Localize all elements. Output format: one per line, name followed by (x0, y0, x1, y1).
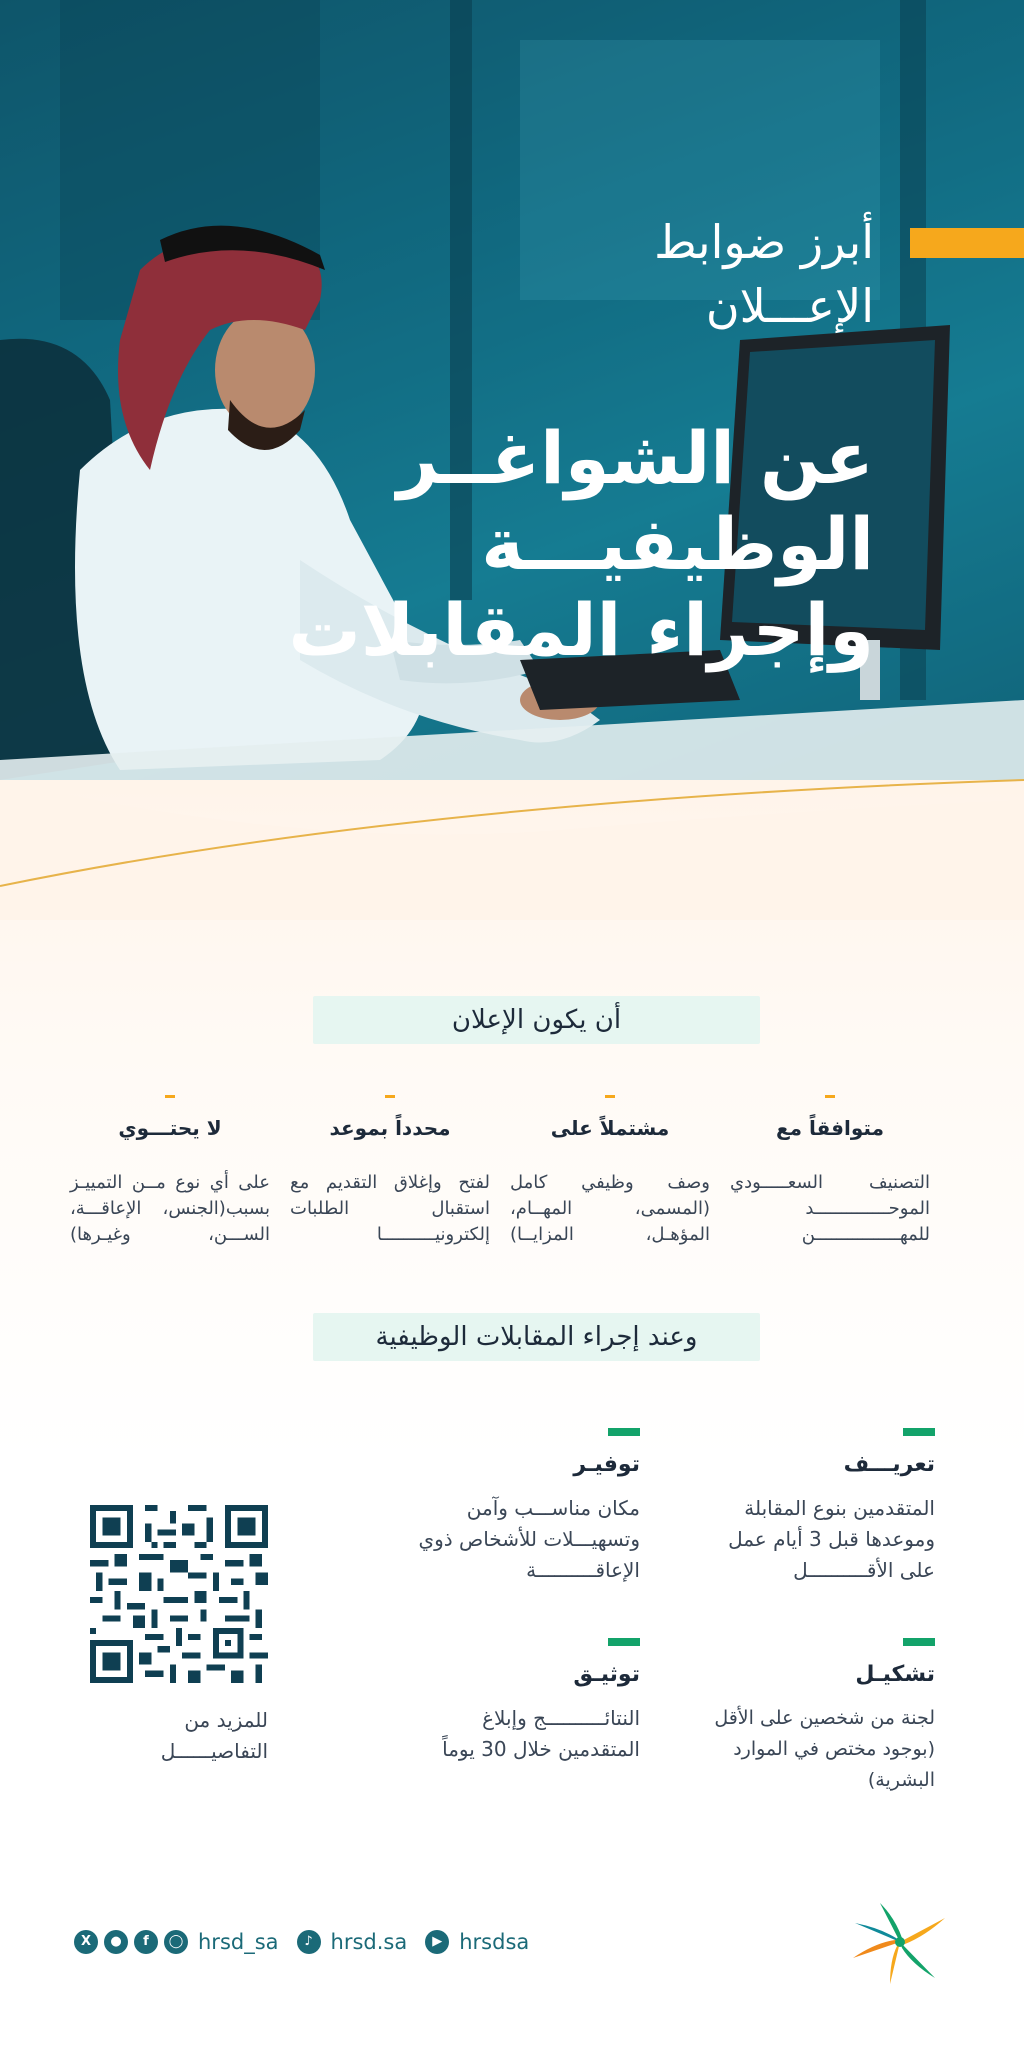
green-accent-bar (903, 1638, 935, 1646)
column-title: مشتملاً على (550, 1116, 670, 1140)
hero-subtitle-line: أبرز ضوابط (654, 215, 874, 269)
item-description: لجنة من شخصين على الأقل (بوجود مختص في الموارد البشرية) (714, 1707, 935, 1791)
hero-subtitle (654, 210, 874, 338)
social-handle[interactable]: hrsdsa (459, 1930, 530, 1954)
hero-subtitle-line: الإعـــلان (705, 279, 874, 333)
item-title: توثيـق (573, 1662, 640, 1687)
social-links (74, 1926, 547, 1958)
hero-title-line: وإجراء المقابلات (288, 588, 874, 672)
column-description: على أي نوع مــن التمييـز بسبب(الجنس، الإعاقـــة، الســـن، وغيـرها) (70, 1172, 270, 1245)
announcement-column (70, 1095, 270, 1248)
announcement-column (510, 1095, 710, 1248)
green-accent-bar (608, 1428, 640, 1436)
column-title: محدداً بموعد (329, 1116, 451, 1140)
snapchat-icon[interactable]: ● (104, 1930, 128, 1954)
item-title: توفيـر (573, 1452, 640, 1477)
youtube-icon[interactable]: ▶ (425, 1930, 449, 1954)
wave-divider (0, 740, 1024, 920)
qr-caption: للمزيد من التفاصيــــــل (160, 1708, 268, 1763)
orange-accent-bar (910, 228, 1024, 258)
ministry-logo (850, 1898, 950, 1986)
interview-item (675, 1638, 935, 1796)
column-description: وصف وظيفي كامل (المسمى، المهــام، المؤهـل، المزايــا) (510, 1172, 710, 1245)
item-description: مكان مناســـب وآمن وتسهيـــلات للأشخاص ذوي الإعاقــــــــــة (418, 1496, 640, 1582)
facebook-icon[interactable]: f (134, 1930, 158, 1954)
tiktok-icon[interactable]: ♪ (297, 1930, 321, 1954)
interview-item (410, 1428, 640, 1586)
green-accent-bar (903, 1428, 935, 1436)
column-description: لفتح وإغلاق التقديم مع استقبال الطلبات إلكترونيــــــــــا (290, 1172, 490, 1245)
social-handle[interactable]: hrsd_sa (198, 1930, 279, 1954)
social-handle[interactable]: hrsd.sa (330, 1930, 408, 1954)
qr-code[interactable] (90, 1505, 268, 1683)
hero-title-line: عن الشواغــر (396, 416, 874, 500)
column-title: متوافقاً مع (776, 1116, 884, 1140)
item-title: تشكيـل (855, 1662, 935, 1687)
announcement-column (290, 1095, 490, 1248)
x-icon[interactable]: X (74, 1930, 98, 1954)
interview-item (410, 1638, 640, 1765)
announcement-heading: أن يكون الإعلان (313, 996, 760, 1044)
column-description: التصنيف السعـــــودي الموحــــــــــــــد للمهــــــــــــــــن (730, 1172, 930, 1245)
interviews-heading: وعند إجراء المقابلات الوظيفية (313, 1313, 760, 1361)
instagram-icon[interactable]: ◯ (164, 1930, 188, 1954)
item-description: المتقدمين بنوع المقابلة وموعدها قبل 3 أيام عمل على الأقــــــــــل (728, 1496, 935, 1582)
item-title: تعريـــف (843, 1452, 935, 1477)
orange-dash (385, 1095, 395, 1098)
orange-dash (605, 1095, 615, 1098)
hero-title (288, 415, 874, 673)
announcement-column (730, 1095, 930, 1248)
column-title: لا يحتـــوي (118, 1116, 222, 1140)
orange-dash (825, 1095, 835, 1098)
orange-dash (165, 1095, 175, 1098)
green-accent-bar (608, 1638, 640, 1646)
hero-title-line: الوظيفيـــة (481, 502, 874, 586)
item-description: النتائــــــــــج وإبلاغ المتقدمين خلال 30 يوماً (442, 1706, 640, 1761)
interview-item (705, 1428, 935, 1586)
